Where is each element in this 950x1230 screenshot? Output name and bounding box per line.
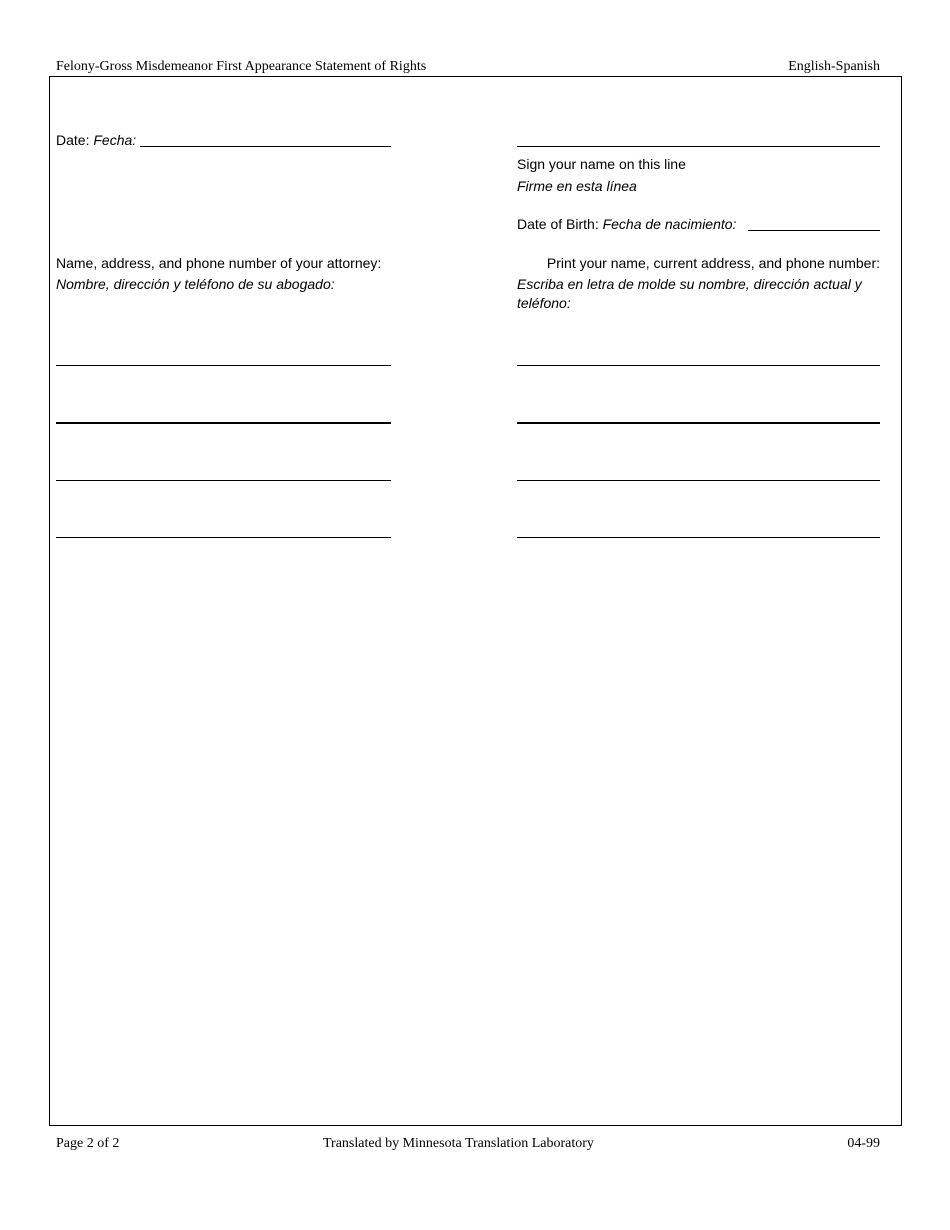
print-line-3[interactable] xyxy=(517,480,880,481)
signature-field[interactable] xyxy=(517,146,880,147)
print-label-es-1: Escriba en letra de molde su nombre, dirección actual y xyxy=(517,276,862,292)
print-label-es-2: teléfono: xyxy=(517,295,571,311)
attorney-line-3[interactable] xyxy=(56,480,391,481)
print-line-2[interactable] xyxy=(517,422,880,424)
language-label: English-Spanish xyxy=(788,59,880,74)
print-line-4[interactable] xyxy=(517,537,880,538)
dob-field[interactable] xyxy=(748,230,880,231)
print-line-1[interactable] xyxy=(517,365,880,366)
attorney-line-4[interactable] xyxy=(56,537,391,538)
sign-label: Sign your name on this line xyxy=(517,156,686,172)
document-title: Felony-Gross Misdemeanor First Appearance Statement of Rights xyxy=(56,59,427,74)
date-label: Date: Fecha: xyxy=(56,132,137,148)
page-number: Page 2 of 2 xyxy=(56,1136,120,1151)
attorney-line-1[interactable] xyxy=(56,365,391,366)
attorney-line-2[interactable] xyxy=(56,422,391,424)
attorney-label: Name, address, and phone number of your attorney: xyxy=(56,255,382,271)
attorney-label-es: Nombre, dirección y teléfono de su abogado: xyxy=(56,276,335,292)
dob-label: Date of Birth: Fecha de nacimiento: xyxy=(517,216,737,232)
form-frame xyxy=(49,76,902,1126)
translation-credit: Translated by Minnesota Translation Laboratory xyxy=(323,1136,594,1151)
date-field[interactable] xyxy=(140,146,391,147)
form-code: 04-99 xyxy=(847,1136,880,1151)
sign-label-es: Firme en esta línea xyxy=(517,178,637,194)
print-label: Print your name, current address, and phone number: xyxy=(546,255,880,271)
